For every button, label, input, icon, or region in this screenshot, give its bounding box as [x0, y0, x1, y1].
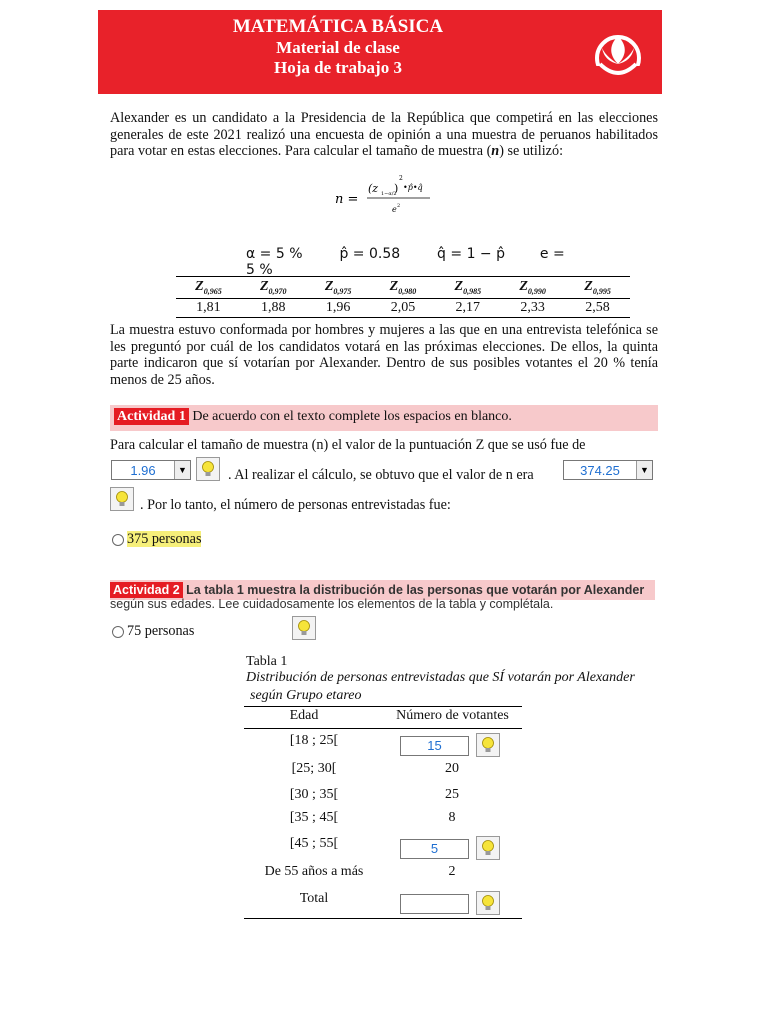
lightbulb-icon	[480, 839, 496, 857]
hint-button-total[interactable]	[476, 891, 500, 915]
radio-button[interactable]	[112, 626, 124, 638]
table1-age-cell: [18 ; 25[	[289, 733, 339, 748]
worksheet-title: Hoja de trabajo 3	[274, 58, 402, 77]
activity1-question1: Para calcular el tamaño de muestra (n) el valor de la puntuación Z que se usó fue de	[110, 437, 586, 453]
hint-button-row[interactable]	[476, 836, 500, 860]
table1-age-cell: [25; 30[	[291, 761, 337, 776]
error-value: e = 5 %	[246, 246, 565, 278]
sample-description-paragraph: La muestra estuvo conformada por hombres y mujeres a las que en una entrevista telefónica se les preguntó por cuál de los candidatos votará en las próximas elecciones. De ellos, la quinta parte indicaron que sí votarían por Alexander. Dentro de sus posibles votantes el 20 % tenía menos de 25 años.	[110, 322, 658, 388]
z-value-cell: 2,05	[371, 298, 436, 317]
chevron-down-icon[interactable]: ▼	[174, 461, 190, 479]
z-table-values-row	[176, 298, 630, 317]
activity1-bar	[110, 405, 658, 431]
hint-button-z[interactable]	[196, 457, 220, 481]
table1-bottom-rule	[244, 918, 522, 919]
table1-col-edad: Edad	[289, 708, 319, 723]
lightbulb-icon	[480, 894, 496, 912]
activity2-label: Actividad 2	[110, 582, 183, 598]
alpha-value: α = 5 %	[246, 246, 303, 262]
course-title: MATEMÁTICA BÁSICA	[232, 16, 444, 37]
lightbulb-icon	[114, 490, 130, 508]
parameters-row	[246, 246, 576, 278]
activity1-label: Actividad 1	[114, 408, 189, 425]
answer-option-375[interactable]: 375 personas	[112, 531, 201, 548]
table1-count-cell: 20	[445, 761, 459, 776]
table1-age-cell: [30 ; 35[	[289, 787, 339, 802]
table1-count-cell: 8	[448, 810, 456, 825]
table1-age-cell: De 55 años a más	[264, 864, 364, 879]
z-table	[176, 276, 630, 318]
table1-header-rule	[244, 728, 522, 729]
activity2-text-line2: según sus edades. Lee cuidadosamente los elementos de la tabla y complétala.	[110, 597, 554, 611]
chevron-down-icon[interactable]: ▼	[636, 461, 652, 479]
z-value-cell: 2,17	[435, 298, 500, 317]
hint-button-row[interactable]	[476, 733, 500, 757]
table1-caption-line1: Distribución de personas entrevistadas que SÍ votarán por Alexander	[246, 670, 635, 685]
n-value-dropdown[interactable]: 374.25 ▼	[563, 460, 653, 480]
z-value-cell: 1,96	[306, 298, 371, 317]
z-header-cell: $Z_{0,980}$	[371, 277, 436, 299]
z-value-cell: 2,33	[500, 298, 565, 317]
p-hat-value: p̂ = 0.58	[339, 246, 401, 262]
table1-caption-line2: según Grupo etareo	[250, 688, 362, 703]
z-header-cell: $Z_{0,990}$	[500, 277, 565, 299]
svg-text:): )	[394, 182, 399, 195]
table1-total-label: Total	[299, 891, 329, 906]
table1-top-rule	[244, 706, 522, 707]
table1-age-cell: [35 ; 45[	[289, 810, 339, 825]
hint-button-n[interactable]	[110, 487, 134, 511]
header-banner	[98, 10, 662, 94]
table1-count-cell: 25	[445, 787, 459, 802]
material-subtitle: Material de clase	[276, 38, 400, 57]
table1-title: Tabla 1	[246, 654, 288, 669]
table1-col-votantes: Número de votantes	[396, 708, 509, 723]
votantes-input[interactable]: 15	[400, 736, 469, 756]
lightbulb-icon	[480, 736, 496, 754]
svg-text:n =: n =	[335, 192, 359, 207]
q-hat-value: q̂ = 1 − p̂	[437, 246, 505, 262]
z-value-cell: 2,58	[565, 298, 630, 317]
lightbulb-icon	[200, 460, 216, 478]
z-header-cell: $Z_{0,965}$	[176, 277, 241, 299]
z-value-dropdown[interactable]: 1.96 ▼	[111, 460, 191, 480]
sample-size-formula	[335, 170, 435, 216]
votantes-input[interactable]: 5	[400, 839, 469, 859]
table1-count-cell: 2	[448, 864, 456, 879]
z-value-cell: 1,88	[241, 298, 306, 317]
lightbulb-icon	[296, 619, 312, 637]
svg-text:1−α/2: 1−α/2	[381, 191, 397, 197]
answer-option-75[interactable]: 75 personas	[112, 623, 194, 640]
total-input[interactable]	[400, 894, 469, 914]
hint-button-activity2[interactable]	[292, 616, 316, 640]
svg-text:(z: (z	[368, 182, 379, 195]
z-header-cell: $Z_{0,970}$	[241, 277, 306, 299]
table1-age-cell: [45 ; 55[	[289, 836, 339, 851]
activity1-question2: . Al realizar el cálculo, se obtuvo que el valor de n era	[228, 467, 534, 483]
activity1-instruction: De acuerdo con el texto complete los espacios en blanco.	[192, 409, 512, 424]
activity1-question3: . Por lo tanto, el número de personas entrevistadas fue:	[140, 497, 451, 513]
z-header-cell: $Z_{0,985}$	[435, 277, 500, 299]
svg-text:2: 2	[397, 203, 401, 209]
svg-text:2: 2	[399, 175, 403, 182]
z-table-header-row	[176, 277, 630, 299]
svg-text:e: e	[392, 205, 397, 214]
activity2-text: Actividad 2 La tabla 1 muestra la distribución de las personas que votarán por Alexander	[110, 583, 658, 597]
z-value-cell: 1,81	[176, 298, 241, 317]
intro-paragraph: Alexander es un candidato a la Presidencia de la República que competirá en las elecciones generales de este 2021 realizó una encuesta de opinión a una muestra de peruanos habilitados para votar en estas elecciones. Para calcular el tamaño de muestra (n) se utilizó:	[110, 110, 658, 159]
svg-text:•p̂•q̂: •p̂•q̂	[403, 183, 423, 192]
z-header-cell: $Z_{0,975}$	[306, 277, 371, 299]
z-header-cell: $Z_{0,995}$	[565, 277, 630, 299]
radio-button[interactable]	[112, 534, 124, 546]
university-logo-icon	[592, 30, 644, 82]
